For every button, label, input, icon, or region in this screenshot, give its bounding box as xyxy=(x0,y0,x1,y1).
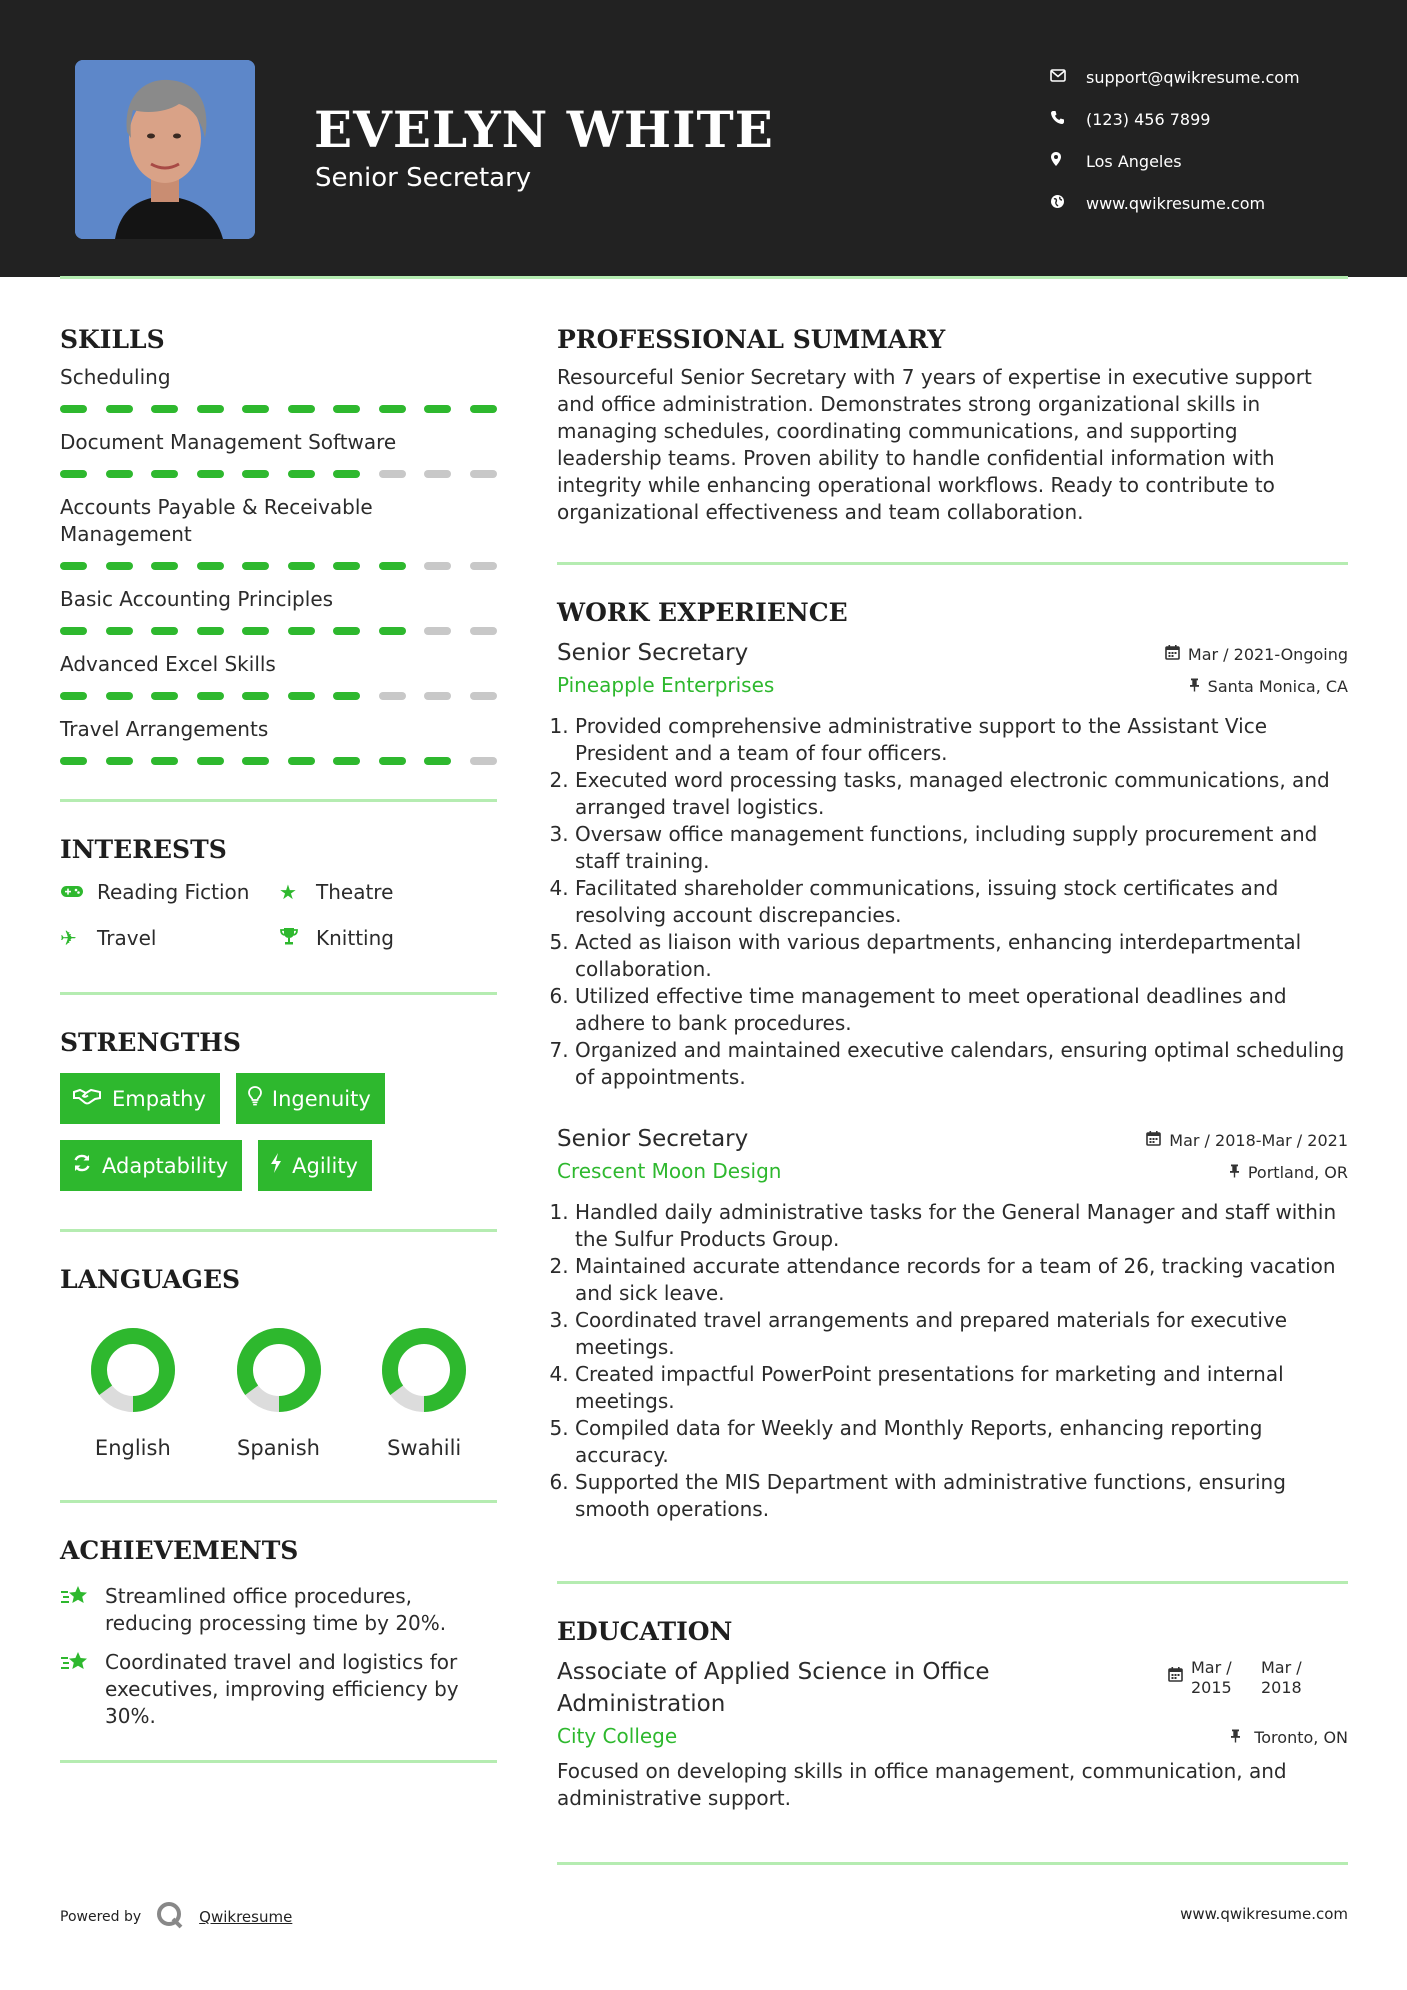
skill-name: Accounts Payable & Receivable Management xyxy=(60,495,373,546)
skill-dot-filled xyxy=(242,470,269,478)
section-divider xyxy=(60,799,497,802)
education-location-text: Toronto, ON xyxy=(1254,1728,1348,1747)
skill-dot-filled xyxy=(242,692,269,700)
interests-heading: INTERESTS xyxy=(60,835,227,864)
degree-title: Associate of Applied Science in Office Administration xyxy=(557,1659,990,1717)
skill-dot-filled xyxy=(197,405,224,413)
section-divider xyxy=(60,1500,497,1503)
skill-dot-filled xyxy=(379,562,406,570)
job-responsibilities xyxy=(557,713,1348,1091)
globe-icon xyxy=(1050,194,1086,213)
section-divider xyxy=(557,1581,1348,1584)
bolt-icon xyxy=(270,1152,282,1179)
skill-dot-filled xyxy=(106,757,133,765)
right-column xyxy=(557,320,1348,1865)
responsibility-item: 5. Acted as liaison with various departments, enhancing interdepartmental collaboration. xyxy=(575,929,1348,983)
skill-dot-filled xyxy=(288,470,315,478)
skill-dot-filled xyxy=(197,562,224,570)
skill-dot-filled xyxy=(288,562,315,570)
contact-list xyxy=(1050,56,1300,224)
job-entry xyxy=(557,637,1348,1091)
pin-icon xyxy=(1189,678,1200,696)
skill-dot-filled xyxy=(60,405,87,413)
skill-dot-filled xyxy=(379,405,406,413)
summary-text: Resourceful Senior Secretary with 7 years of expertise in executive support and office administration. Demonstrates strong organizational skills in managing schedules, coordinating communications, and supporting leadership teams. Proven ability to handle confidential information with integrity while enhancing operational workflows. Ready to contribute to organizational effectiveness and team collaboration. xyxy=(557,365,1312,524)
skill-dot-filled xyxy=(333,692,360,700)
powered-by-text: Powered by xyxy=(60,1909,142,1925)
star-badge-icon xyxy=(60,1649,105,1730)
plane-icon: ✈ xyxy=(60,926,77,950)
education-heading: EDUCATION xyxy=(557,1617,733,1646)
handshake-icon xyxy=(72,1087,102,1110)
achievement-item xyxy=(60,1583,497,1637)
skill-dot-filled xyxy=(242,562,269,570)
language-level-ring xyxy=(380,1326,468,1414)
qwikresume-link[interactable]: Qwikresume xyxy=(199,1908,293,1926)
languages-list xyxy=(60,1326,497,1460)
skill-dot-filled xyxy=(60,562,87,570)
candidate-name: EVELYN WHITE xyxy=(314,100,774,159)
contact-location xyxy=(1050,140,1300,182)
candidate-title: Senior Secretary xyxy=(315,163,532,193)
skill-dot-filled xyxy=(151,757,178,765)
education-start-date: Mar / 2015 xyxy=(1191,1658,1232,1697)
education-location xyxy=(1230,1728,1348,1747)
skill-dot-filled xyxy=(242,627,269,635)
strength-badge xyxy=(60,1073,220,1124)
company-name: Crescent Moon Design xyxy=(557,1159,782,1183)
achievement-item xyxy=(60,1649,497,1730)
interest-item xyxy=(279,924,497,952)
skill-item xyxy=(60,429,497,478)
strengths-heading: STRENGTHS xyxy=(60,1028,241,1057)
interests-grid xyxy=(60,878,497,952)
job-dates xyxy=(1146,1130,1348,1150)
interest-item xyxy=(279,878,497,906)
skill-name: Travel Arrangements xyxy=(60,717,269,741)
skill-dot-filled xyxy=(333,757,360,765)
skill-dot-filled xyxy=(106,692,133,700)
footer-powered-by xyxy=(60,1900,292,1934)
skill-dot-filled xyxy=(197,627,224,635)
education-entry xyxy=(557,1656,1348,1720)
skill-dot-filled xyxy=(197,692,224,700)
job-subheader xyxy=(557,669,1348,701)
star-badge-icon xyxy=(60,1583,105,1637)
skill-dot-filled xyxy=(197,757,224,765)
footer-url[interactable]: www.qwikresume.com xyxy=(1180,1905,1348,1923)
skill-name: Scheduling xyxy=(60,365,171,389)
skill-dot-filled xyxy=(288,757,315,765)
left-column xyxy=(60,320,497,1763)
responsibility-item: 1. Provided comprehensive administrative support to the Assistant Vice President and a team of four officers. xyxy=(575,713,1348,767)
job-responsibilities xyxy=(557,1199,1348,1523)
interest-item xyxy=(60,924,279,952)
skill-dot-filled xyxy=(151,562,178,570)
strength-badge xyxy=(60,1140,242,1191)
skill-dot-filled xyxy=(106,627,133,635)
refresh-icon xyxy=(72,1153,92,1178)
education-end-date: Mar / 2018 xyxy=(1261,1658,1302,1697)
skill-item xyxy=(60,364,497,413)
skill-dot-filled xyxy=(242,757,269,765)
skill-dot-empty xyxy=(470,757,497,765)
map-pin-icon xyxy=(1050,151,1086,171)
job-location-text: Santa Monica, CA xyxy=(1207,677,1348,696)
job-list xyxy=(557,637,1348,1523)
job-location xyxy=(1229,1163,1348,1182)
skill-dot-filled xyxy=(106,562,133,570)
skill-dot-filled xyxy=(60,757,87,765)
skill-dot-empty xyxy=(470,562,497,570)
strength-badge xyxy=(258,1140,372,1191)
skill-dot-filled xyxy=(288,692,315,700)
skill-dot-filled xyxy=(242,405,269,413)
section-divider xyxy=(60,1760,497,1763)
skill-dot-filled xyxy=(379,757,406,765)
strength-label: Adaptability xyxy=(102,1153,229,1178)
skills-list xyxy=(60,364,497,765)
job-location-text: Portland, OR xyxy=(1247,1163,1348,1182)
skill-dot-filled xyxy=(151,470,178,478)
responsibility-item: 3. Coordinated travel arrangements and prepared materials for executive meetings. xyxy=(575,1307,1348,1361)
strengths-list xyxy=(60,1073,497,1191)
job-dates-text: Mar / 2021-Ongoing xyxy=(1187,645,1348,664)
pin-icon xyxy=(1230,1729,1246,1747)
strength-label: Empathy xyxy=(112,1086,206,1111)
qwikresume-logo-icon xyxy=(155,1900,185,1934)
header-divider xyxy=(60,276,1348,279)
trophy-icon xyxy=(279,926,316,951)
strength-badge xyxy=(236,1073,385,1124)
achievements-heading: ACHIEVEMENTS xyxy=(60,1536,299,1565)
skill-dot-filled xyxy=(60,627,87,635)
language-item xyxy=(206,1326,352,1460)
star-icon: ★ xyxy=(279,880,297,904)
responsibility-item: 7. Organized and maintained executive calendars, ensuring optimal scheduling of appointments. xyxy=(575,1037,1348,1091)
envelope-icon xyxy=(1050,68,1086,86)
skill-dot-empty xyxy=(379,470,406,478)
skill-dot-empty xyxy=(379,692,406,700)
achievements-list xyxy=(60,1583,497,1730)
skill-level-meter xyxy=(60,757,497,765)
company-name: Pineapple Enterprises xyxy=(557,673,775,697)
job-header xyxy=(557,1123,1348,1155)
skill-level-meter xyxy=(60,562,497,570)
interest-label: Travel xyxy=(97,926,157,950)
interest-item xyxy=(60,878,279,906)
language-name: Swahili xyxy=(387,1436,462,1460)
responsibility-item: 6. Utilized effective time management to meet operational deadlines and adhere to bank procedures. xyxy=(575,983,1348,1037)
skill-dot-filled xyxy=(333,627,360,635)
responsibility-item: 3. Oversaw office management functions, including supply procurement and staff training. xyxy=(575,821,1348,875)
section-divider xyxy=(557,1862,1348,1865)
contact-location-text: Los Angeles xyxy=(1086,151,1182,171)
responsibility-item: 5. Compiled data for Weekly and Monthly Reports, enhancing reporting accuracy. xyxy=(575,1415,1348,1469)
responsibility-item: 1. Handled daily administrative tasks for the General Manager and staff within the Sulfur Products Group. xyxy=(575,1199,1348,1253)
section-divider xyxy=(557,562,1348,565)
education-school-row xyxy=(557,1720,1348,1752)
responsibility-item: 2. Executed word processing tasks, managed electronic communications, and arranged travel logistics. xyxy=(575,767,1348,821)
skill-level-meter xyxy=(60,692,497,700)
interest-label: Theatre xyxy=(316,880,394,904)
skill-dot-filled xyxy=(197,470,224,478)
skill-dot-filled xyxy=(288,627,315,635)
language-level-ring xyxy=(89,1326,177,1414)
education-dates xyxy=(1168,1656,1348,1720)
school-name: City College xyxy=(557,1724,678,1748)
skill-dot-filled xyxy=(151,627,178,635)
language-item xyxy=(351,1326,497,1460)
job-location xyxy=(1189,677,1348,696)
job-dates-text: Mar / 2018-Mar / 2021 xyxy=(1169,1131,1348,1150)
responsibility-item: 6. Supported the MIS Department with administrative functions, ensuring smooth operations. xyxy=(575,1469,1348,1523)
achievement-text: Coordinated travel and logistics for executives, improving efficiency by 30%. xyxy=(105,1650,459,1728)
contact-phone-text: (123) 456 7899 xyxy=(1086,109,1211,129)
language-name: English xyxy=(94,1436,171,1460)
skill-name: Advanced Excel Skills xyxy=(60,652,276,676)
skill-dot-filled xyxy=(333,405,360,413)
skill-dot-empty xyxy=(424,692,451,700)
skill-item xyxy=(60,494,497,570)
skill-dot-empty xyxy=(424,470,451,478)
summary-heading: PROFESSIONAL SUMMARY xyxy=(557,325,946,354)
skill-name: Document Management Software xyxy=(60,430,397,454)
skill-dot-filled xyxy=(106,470,133,478)
job-title: Senior Secretary xyxy=(557,1126,749,1152)
skill-dot-empty xyxy=(470,470,497,478)
language-level-ring xyxy=(235,1326,323,1414)
responsibility-item: 4. Created impactful PowerPoint presentations for marketing and internal meetings. xyxy=(575,1361,1348,1415)
skill-dot-filled xyxy=(379,627,406,635)
job-subheader xyxy=(557,1155,1348,1187)
contact-website[interactable] xyxy=(1050,182,1300,224)
skill-dot-filled xyxy=(151,405,178,413)
responsibility-item: 4. Facilitated shareholder communications, issuing stock certificates and resolving account discrepancies. xyxy=(575,875,1348,929)
languages-heading: LANGUAGES xyxy=(60,1265,241,1294)
skill-dot-empty xyxy=(424,562,451,570)
skill-level-meter xyxy=(60,627,497,635)
contact-phone[interactable] xyxy=(1050,98,1300,140)
job-dates xyxy=(1165,644,1348,664)
responsibility-item: 2. Maintained accurate attendance records for a team of 26, tracking vacation and sick leave. xyxy=(575,1253,1348,1307)
skill-dot-filled xyxy=(424,757,451,765)
job-header xyxy=(557,637,1348,669)
contact-website-text: www.qwikresume.com xyxy=(1086,193,1266,213)
skill-dot-filled xyxy=(106,405,133,413)
resume-header xyxy=(0,0,1407,277)
skill-dot-filled xyxy=(288,405,315,413)
skill-dot-filled xyxy=(60,470,87,478)
skill-dot-empty xyxy=(424,627,451,635)
job-title: Senior Secretary xyxy=(557,640,749,666)
lightbulb-icon xyxy=(248,1086,262,1111)
calendar-icon xyxy=(1168,1658,1183,1687)
calendar-icon xyxy=(1165,646,1180,664)
skill-dot-filled xyxy=(333,562,360,570)
skills-heading: SKILLS xyxy=(60,325,165,354)
education-description: Focused on developing skills in office management, communication, and administrative support. xyxy=(557,1759,1287,1810)
pin-icon xyxy=(1229,1164,1240,1182)
experience-heading: WORK EXPERIENCE xyxy=(557,598,848,627)
skill-dot-filled xyxy=(151,692,178,700)
strength-label: Ingenuity xyxy=(271,1086,371,1111)
interest-label: Knitting xyxy=(316,926,394,950)
contact-email-text: support@qwikresume.com xyxy=(1086,67,1300,87)
language-item xyxy=(60,1326,206,1460)
skill-level-meter xyxy=(60,405,497,413)
contact-email[interactable] xyxy=(1050,56,1300,98)
skill-item xyxy=(60,651,497,700)
skill-dot-filled xyxy=(333,470,360,478)
gamepad-icon xyxy=(60,880,97,904)
language-name: Spanish xyxy=(237,1436,320,1460)
skill-item xyxy=(60,586,497,635)
achievement-text: Streamlined office procedures, reducing processing time by 20%. xyxy=(105,1584,447,1635)
section-divider xyxy=(60,992,497,995)
skill-dot-filled xyxy=(470,405,497,413)
section-divider xyxy=(60,1229,497,1232)
calendar-icon xyxy=(1146,1132,1161,1150)
skill-name: Basic Accounting Principles xyxy=(60,587,334,611)
skill-item xyxy=(60,716,497,765)
job-entry xyxy=(557,1123,1348,1523)
phone-icon xyxy=(1050,110,1086,129)
profile-photo xyxy=(75,60,255,239)
portrait-image xyxy=(75,60,255,239)
skill-level-meter xyxy=(60,470,497,478)
skill-dot-empty xyxy=(470,692,497,700)
strength-label: Agility xyxy=(292,1153,358,1178)
skill-dot-empty xyxy=(470,627,497,635)
skill-dot-filled xyxy=(424,405,451,413)
interest-label: Reading Fiction xyxy=(97,880,250,904)
skill-dot-filled xyxy=(60,692,87,700)
